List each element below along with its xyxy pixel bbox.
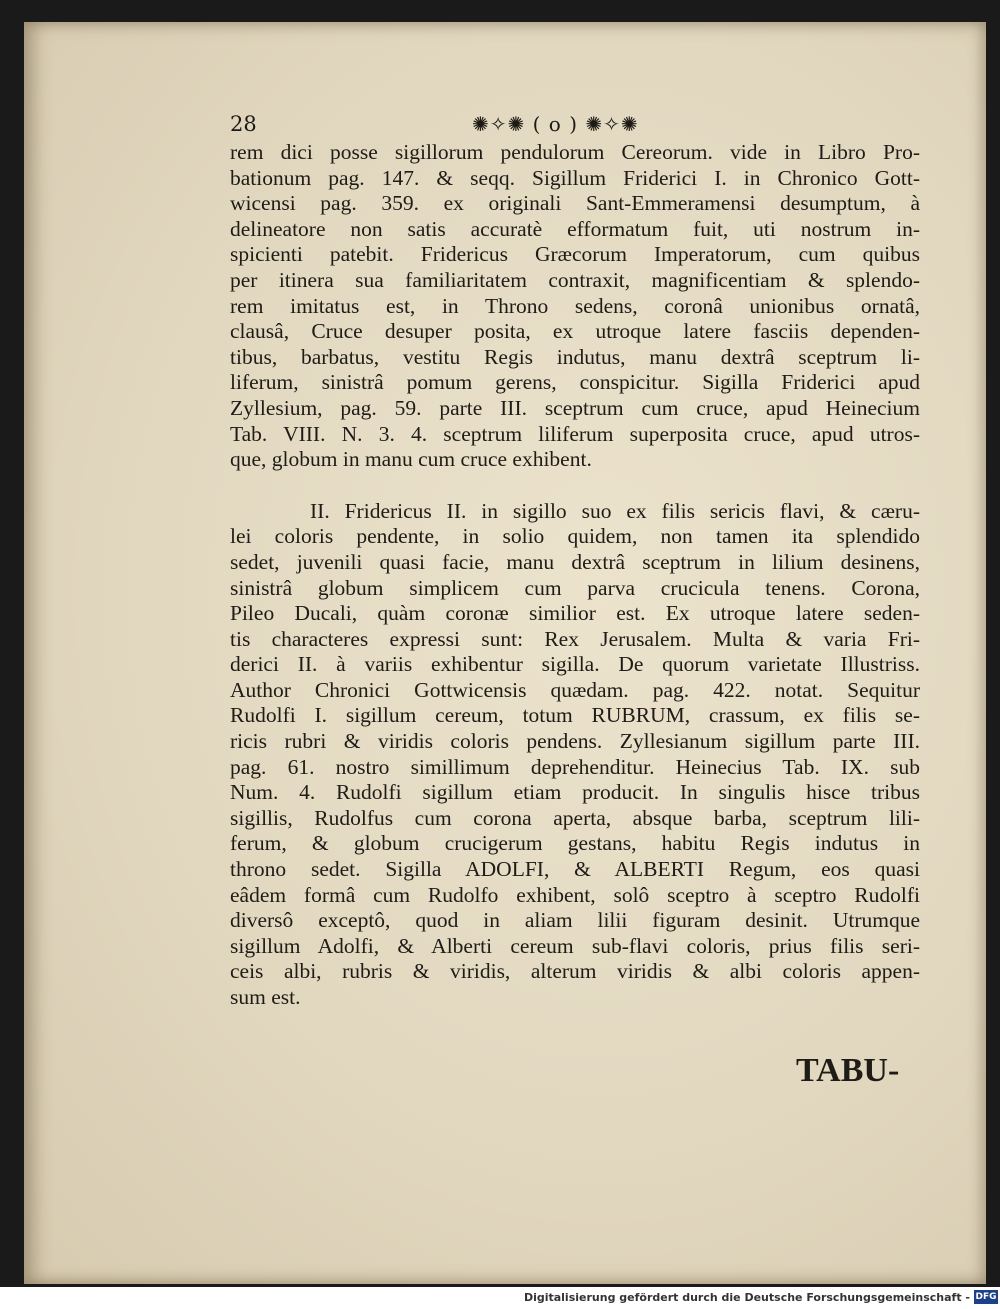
text-line: diversô exceptô, quod in aliam lilii figuram desinit. Utrumque xyxy=(230,908,920,933)
head-ornament xyxy=(472,112,639,136)
text-line: que, globum in manu cum cruce exhibent. xyxy=(230,447,592,472)
running-head xyxy=(230,112,930,142)
text-line: sum est. xyxy=(230,985,301,1009)
text-line: Rudolfi I. sigillum cereum, totum RUBRUM, crassum, ex filis se- xyxy=(230,703,920,728)
text-line: Pileo Ducali, quàm coronæ similior est. Ex utroque latere seden- xyxy=(230,601,920,626)
text-line: per itinera sua familiaritatem contraxit, magnificentiam & splendo- xyxy=(230,267,920,292)
text-line: liferum, sinistrâ pomum gerens, conspicitur. Sigilla Friderici apud xyxy=(230,370,920,395)
text-line: sedet, juvenili quasi facie, manu dextrâ sceptrum in lilium desinens, xyxy=(230,549,920,574)
text-line: tibus, barbatus, vestitu Regis indutus, manu dextrâ sceptrum li- xyxy=(230,344,920,369)
text-line: ceis albi, rubris & viridis, alterum viridis & albi coloris appen- xyxy=(230,959,920,984)
text-line: spicienti patebit. Fridericus Græcorum Imperatorum, cum quibus xyxy=(230,242,920,267)
text-line: derici II. à variis exhibentur sigilla. De quorum varietate Illustriss. xyxy=(230,652,920,677)
text-line: Zyllesium, pag. 59. parte III. sceptrum cum cruce, apud Heinecium xyxy=(230,395,920,420)
text-line: pag. 61. nostro simillimum deprehenditur. Heinecius Tab. IX. sub xyxy=(230,754,920,779)
fleuron-icon: ✺✧✺ xyxy=(472,112,526,136)
digitization-footer xyxy=(0,1287,1000,1309)
text-line: ricis rubri & viridis coloris pendens. Zyllesianum sigillum parte III. xyxy=(230,729,920,754)
text-line: eâdem formâ cum Rudolfo exhibent, solô sceptro à sceptro Rudolfi xyxy=(230,882,920,907)
text-line: delineatore non satis accuratè efformatum fuit, uti nostrum in- xyxy=(230,216,920,241)
paragraph-2 xyxy=(230,499,920,1011)
text-line: wicensi pag. 359. ex originali Sant-Emmeramensi desumptum, à xyxy=(230,191,920,216)
text-line: throno sedet. Sigilla ADOLFI, & ALBERTI Regum, eos quasi xyxy=(230,857,920,882)
body-text xyxy=(230,140,920,1011)
text-line: rem imitatus est, in Throno sedens, coronâ unionibus ornatâ, xyxy=(230,293,920,318)
ornament-text: ( o ) xyxy=(532,112,579,136)
text-line: Tab. VIII. N. 3. 4. sceptrum liliferum superposita cruce, apud utros- xyxy=(230,421,920,446)
fleuron-icon: ✺✧✺ xyxy=(585,112,639,136)
dfg-logo-icon: DFG xyxy=(975,1292,997,1302)
text-line: II. Fridericus II. in sigillo suo ex filis sericis flavi, & cæru- xyxy=(310,498,920,523)
text-line: lei coloris pendente, in solio quidem, non tamen ita splendido xyxy=(230,524,920,549)
text-line: sigillis, Rudolfus cum corona aperta, absque barba, sceptrum lili- xyxy=(230,805,920,830)
text-line: Author Chronici Gottwicensis quædam. pag. 422. notat. Sequitur xyxy=(230,677,920,702)
text-line: ferum, & globum crucigerum gestans, habitu Regis indutus in xyxy=(230,831,920,856)
text-line: bationum pag. 147. & seqq. Sigillum Friderici I. in Chronico Gott- xyxy=(230,165,920,190)
text-line: rem dici posse sigillorum pendulorum Cereorum. vide in Libro Pro- xyxy=(230,140,920,164)
text-line: sinistrâ globum simplicem cum parva crucicula tenens. Corona, xyxy=(230,575,920,600)
text-line: sigillum Adolfi, & Alberti cereum sub-flavi coloris, prius filis seri- xyxy=(230,933,920,958)
funding-credit: Digitalisierung gefördert durch die Deutsche Forschungsgemeinschaft - xyxy=(523,1291,970,1304)
text-line: clausâ, Cruce desuper posita, ex utroque latere fasciis dependen- xyxy=(230,319,920,344)
text-line: Num. 4. Rudolfi sigillum etiam producit. In singulis hisce tribus xyxy=(230,780,920,805)
paragraph-1 xyxy=(230,140,920,473)
text-line: tis characteres expressi sunt: Rex Jerusalem. Multa & varia Fri- xyxy=(230,626,920,651)
catchword: TABU- xyxy=(796,1052,900,1089)
page-number: 28 xyxy=(230,112,257,136)
paragraph-gap xyxy=(230,473,920,499)
